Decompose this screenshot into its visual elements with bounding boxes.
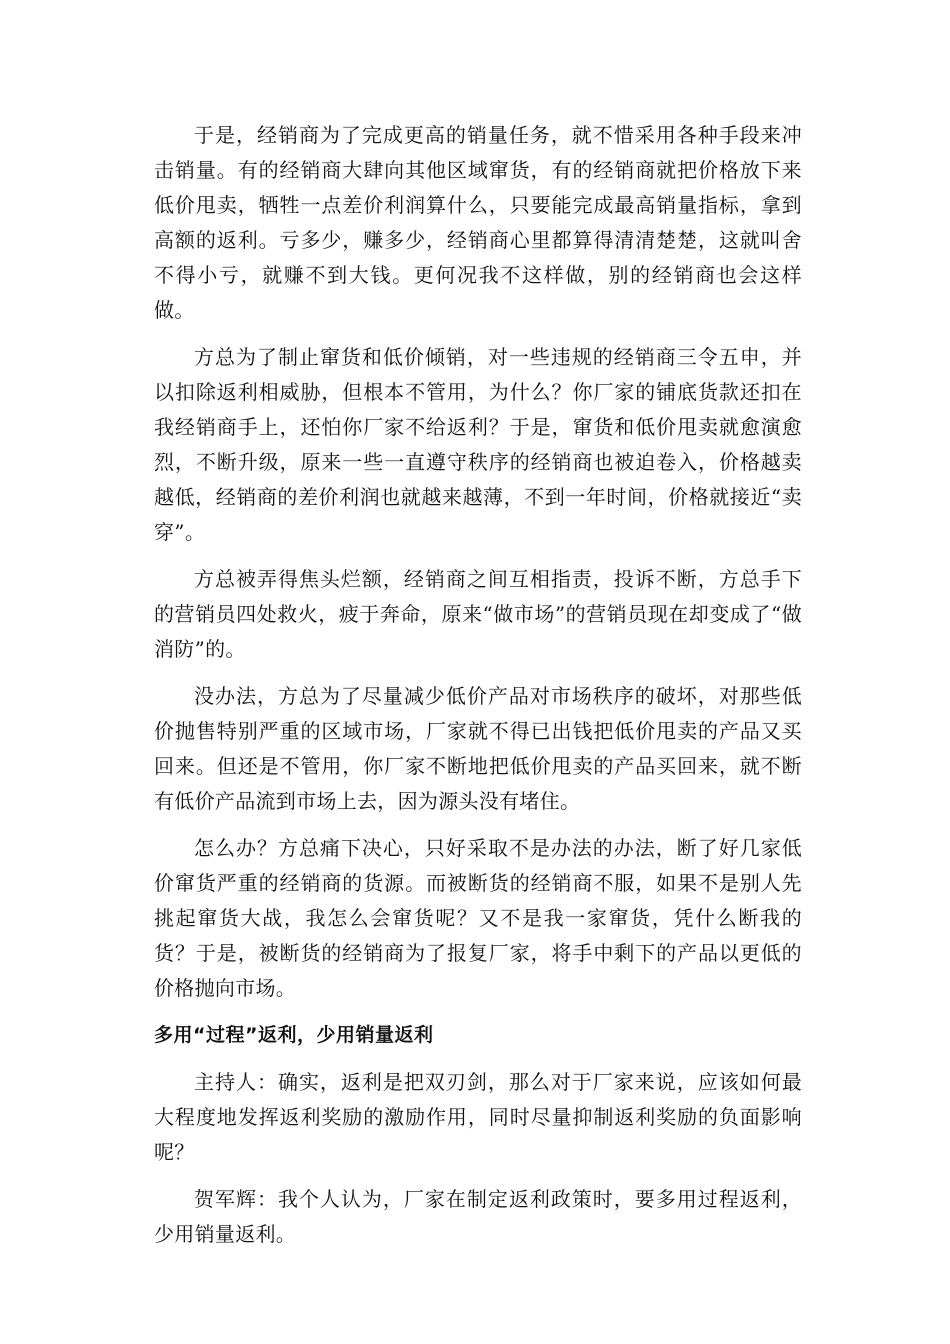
section-heading: 多用“过程”返利，少用销量返利 — [154, 1024, 434, 1046]
paragraph-6: 主持人：确实，返利是把双刃剑，那么对于厂家来说，应该如何最大程度地发挥返利奖励的激励作用，同时尽量抑制返利奖励的负面影响呢？ — [154, 1070, 802, 1164]
paragraph-3: 方总被弄得焦头烂额，经销商之间互相指责，投诉不断，方总手下的营销员四处救火，疲于奔命，原来“做市场”的营销员现在却变成了“做消防”的。 — [154, 567, 802, 661]
paragraph-1: 于是，经销商为了完成更高的销量任务，就不惜采用各种手段来冲击销量。有的经销商大肆向其他区域窜货，有的经销商就把价格放下来低价甩卖，牺牲一点差价利润算什么，只要能完成最高销量指标，拿到高额的返利。亏多少，赚多少，经销商心里都算得清清楚楚，这就叫舍不得小亏，就赚不到大钱。更何况我不这样做，别的经销商也会这样做。 — [154, 123, 802, 322]
article-body — [154, 118, 802, 1252]
paragraph-7: 贺军辉：我个人认为，厂家在制定返利政策时，要多用过程返利，少用销量返利。 — [154, 1187, 802, 1246]
paragraph-5: 怎么办？方总痛下决心，只好采取不是办法的办法，断了好几家低价窜货严重的经销商的货源。而被断货的经销商不服，如果不是别人先挑起窜货大战，我怎么会窜货呢？又不是我一家窜货，凭什么断我的货？于是，被断货的经销商为了报复厂家，将手中剩下的产品以更低的价格抛向市场。 — [154, 836, 802, 1000]
paragraph-4: 没办法，方总为了尽量减少低价产品对市场秩序的破坏，对那些低价抛售特别严重的区域市场，厂家就不得已出钱把低价甩卖的产品又买回来。但还是不管用，你厂家不断地把低价甩卖的产品买回来，就不断有低价产品流到市场上去，因为源头没有堵住。 — [154, 684, 802, 813]
paragraph-2: 方总为了制止窜货和低价倾销，对一些违规的经销商三令五申，并以扣除返利相威胁，但根本不管用，为什么？你厂家的铺底货款还扣在我经销商手上，还怕你厂家不给返利？于是，窜货和低价甩卖就愈演愈烈，不断升级，原来一些一直遵守秩序的经销商也被迫卷入，价格越卖越低，经销商的差价利润也就越来越薄，不到一年时间，价格就接近“卖穿”。 — [154, 345, 802, 544]
